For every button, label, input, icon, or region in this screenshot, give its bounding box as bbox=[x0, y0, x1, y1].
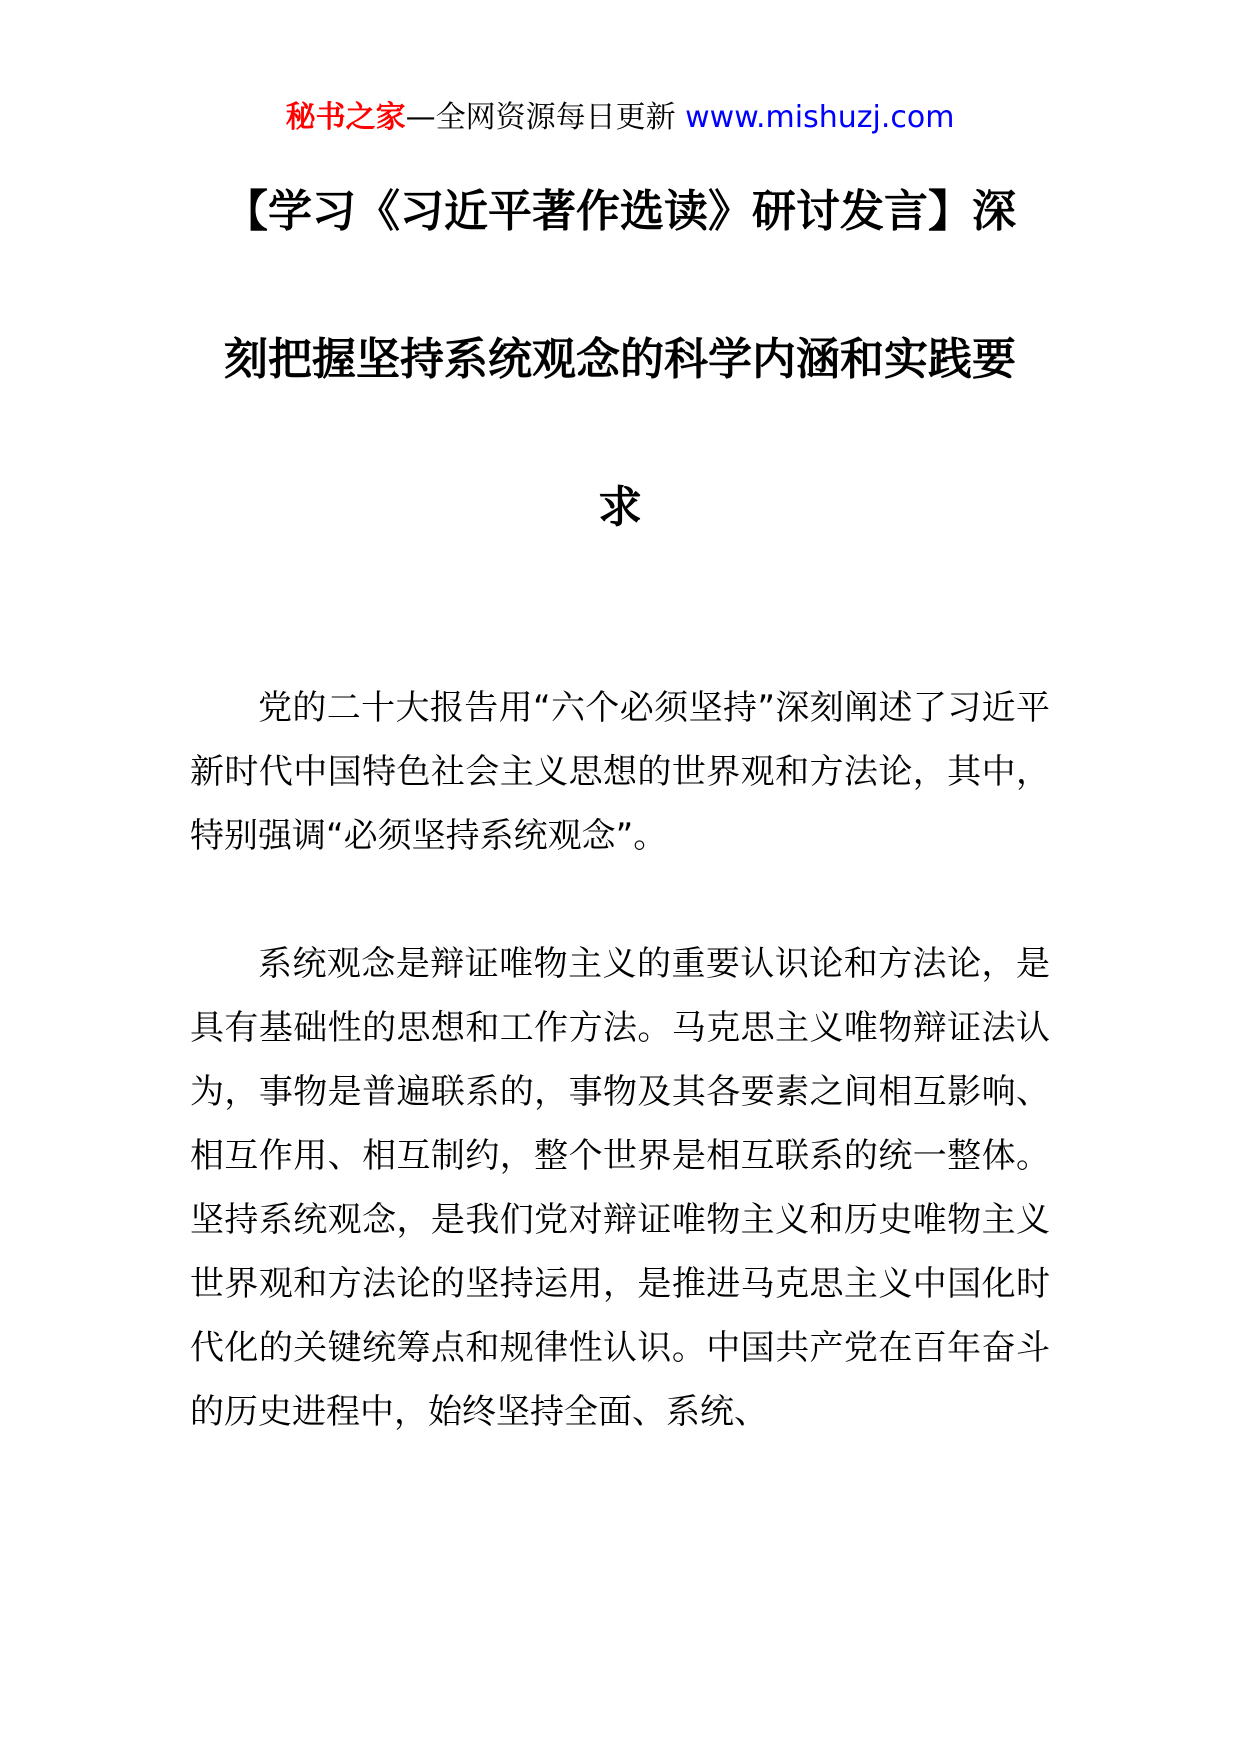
document-title bbox=[150, 138, 1090, 582]
document-body bbox=[190, 676, 1050, 1508]
brand-name: 秘书之家 bbox=[285, 100, 406, 135]
paragraph-1: 党的二十大报告用“六个必须坚持”深刻阐述了习近平新时代中国特色社会主义思想的世界观和方法论，其中，特别强调“必须坚持系统观念”。 bbox=[190, 688, 1050, 856]
header-tagline: —全网资源每日更新 bbox=[405, 100, 676, 135]
title-line-1: 【学习《习近平著作选读》研讨发言】深 bbox=[224, 186, 1016, 237]
title-line-3: 求 bbox=[598, 482, 642, 533]
title-line-2: 刻把握坚持系统观念的科学内涵和实践要 bbox=[224, 334, 1016, 385]
site-url-link[interactable]: www.mishuzj.com bbox=[685, 100, 955, 135]
site-header bbox=[0, 98, 1240, 138]
paragraph-2: 系统观念是辩证唯物主义的重要认识论和方法论，是具有基础性的思想和工作方法。马克思主义唯物辩证法认为，事物是普遍联系的，事物及其各要素之间相互影响、相互作用、相互制约，整个世界是相互联系的统一整体。坚持系统观念，是我们党对辩证唯物主义和历史唯物主义世界观和方法论的坚持运用，是推进马克思主义中国化时代化的关键统筹点和规律性认识。中国共产党在百年奋斗的历史进程中，始终坚持全面、系统、 bbox=[190, 944, 1050, 1432]
